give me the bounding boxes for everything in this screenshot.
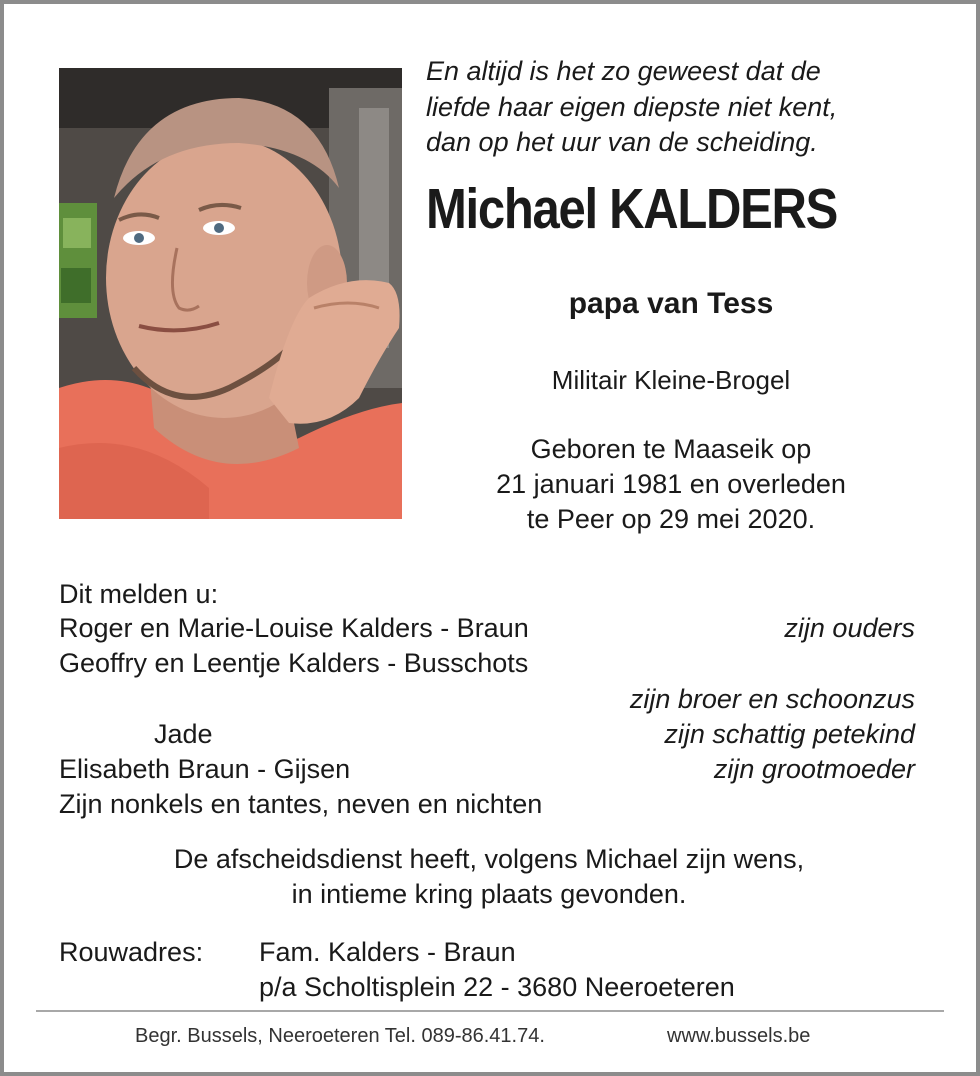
service-line: De afscheidsdienst heeft, volgens Michael zijn wens, [173, 844, 805, 874]
grandmother-relation: zijn grootmoeder [713, 754, 915, 784]
poem-line: liefde haar eigen diepste niet kent, [426, 91, 838, 122]
godchild-relation: zijn schattig petekind [664, 719, 915, 749]
grandmother-name: Elisabeth Braun - Gijsen [59, 754, 351, 784]
other-relatives: Zijn nonkels en tantes, neven en nichten [59, 789, 543, 819]
poem [426, 54, 946, 161]
birth-death-details [426, 432, 916, 537]
deceased-name: Michael KALDERS [426, 177, 838, 241]
brother-relation: zijn broer en schoonzus [629, 684, 915, 714]
undertaker-website-link[interactable]: www.bussels.be [667, 1025, 811, 1047]
birth-line: Geboren te Maaseik op [530, 434, 812, 464]
footer-divider [36, 1010, 944, 1012]
portrait-photo [59, 68, 402, 519]
poem-line: En altijd is het zo geweest dat de [426, 56, 821, 86]
address-label: Rouwadres: [59, 937, 204, 967]
occupation: Militair Kleine-Brogel [551, 365, 791, 395]
subtitle: papa van Tess [568, 287, 774, 320]
announcers-intro: Dit melden u: [59, 579, 219, 609]
address-line: p/a Scholtisplein 22 - 3680 Neeroeteren [259, 972, 735, 1002]
undertaker-info: Begr. Bussels, Neeroeteren Tel. 089-86.41.74. [135, 1025, 545, 1047]
brother-names: Geoffry en Leentje Kalders - Busschots [59, 648, 529, 678]
poem-line: dan op het uur van de scheiding. [426, 127, 818, 157]
funeral-service-note [59, 842, 919, 912]
address-line: Fam. Kalders - Braun [259, 937, 516, 967]
parents-names: Roger en Marie-Louise Kalders - Braun [59, 613, 529, 643]
parents-relation: zijn ouders [784, 613, 915, 643]
service-line: in intieme kring plaats gevonden. [291, 879, 687, 909]
birth-line: 21 januari 1981 en overleden [496, 469, 846, 499]
godchild-name: Jade [154, 719, 213, 749]
birth-line: te Peer op 29 mei 2020. [526, 504, 816, 534]
